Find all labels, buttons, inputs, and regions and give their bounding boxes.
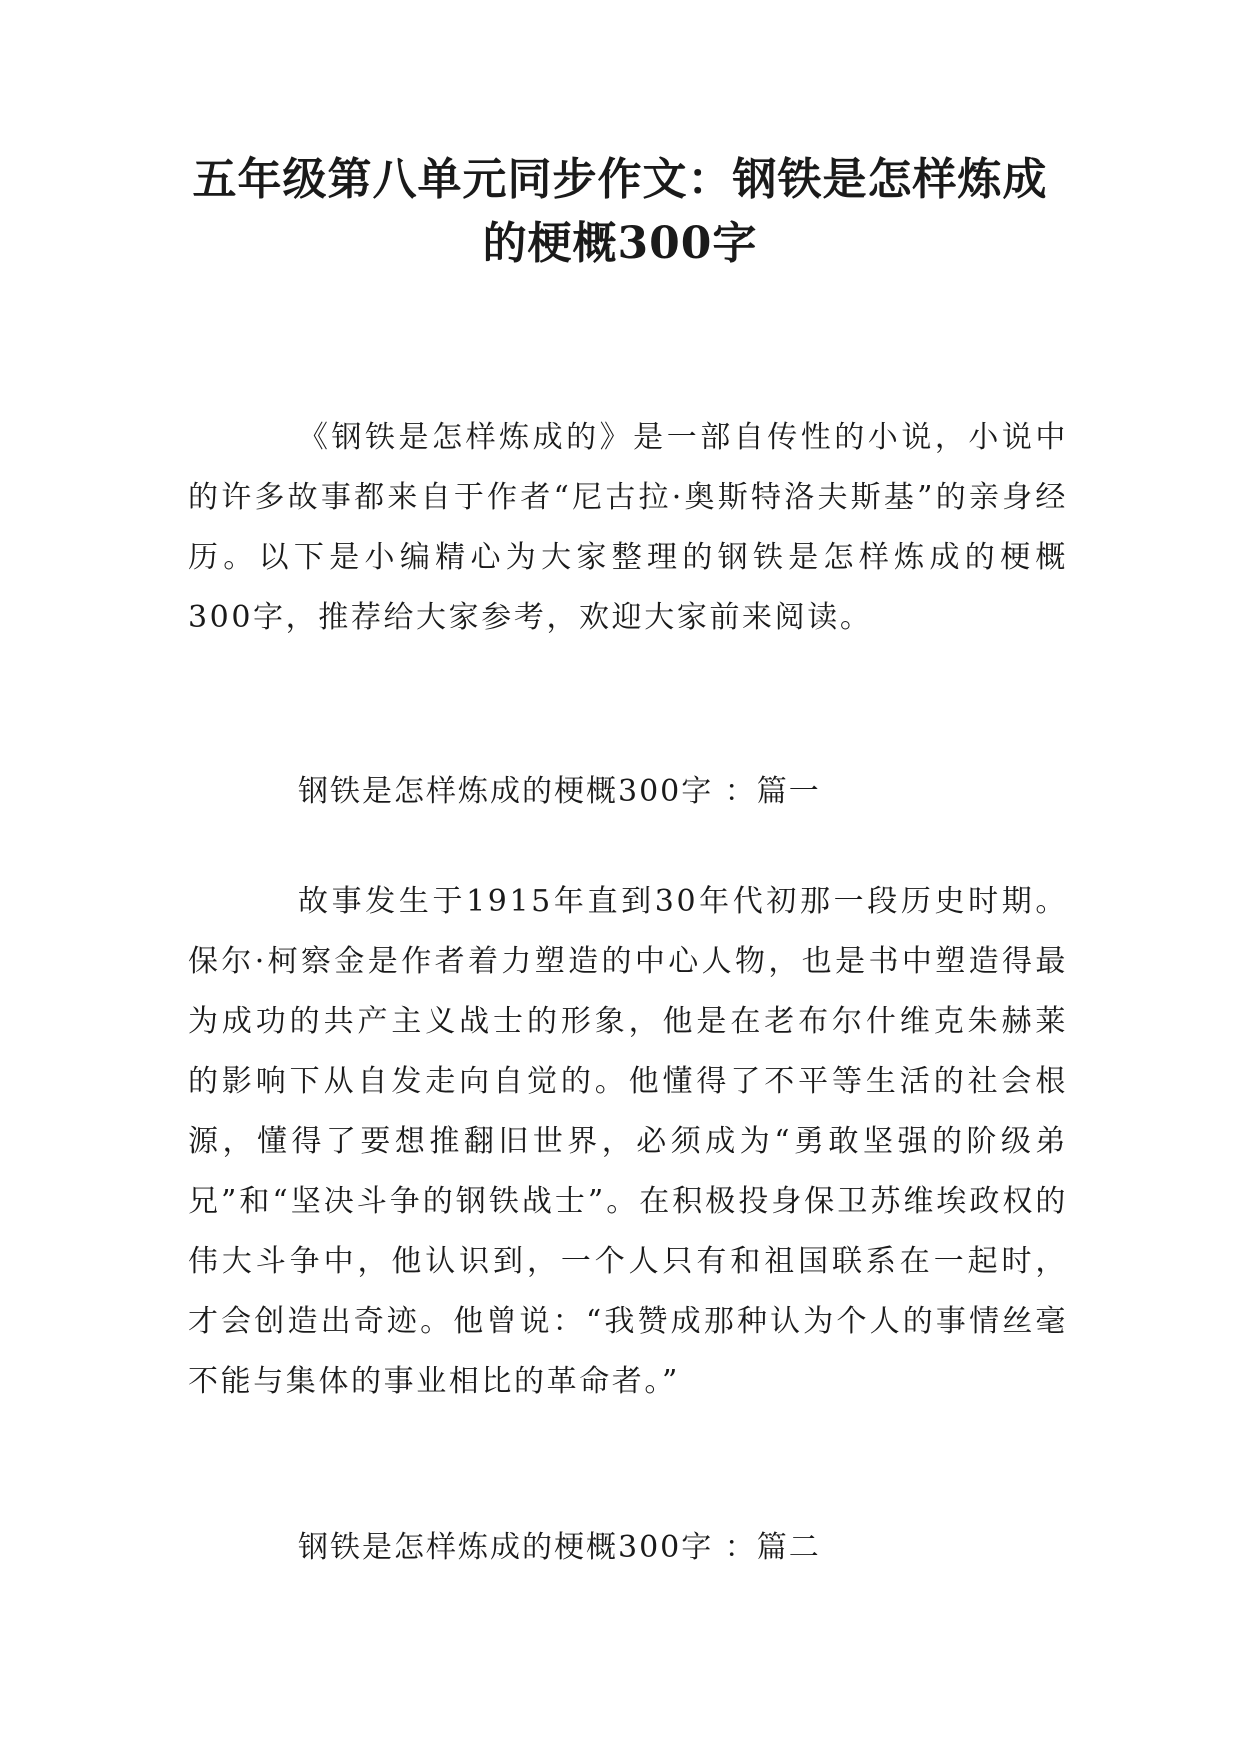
title-line-2: 的梗概300字 bbox=[482, 218, 758, 269]
section-body-1: 故事发生于1915年直到30年代初那一段历史时期。保尔·柯察金是作者着力塑造的中心人物，也是书中塑造得最为成功的共产主义战士的形象，他是在老布尔什维克朱赫莱的影响下从自发走向自觉的。他懂得了不平等生活的社会根源，懂得了要想推翻旧世界，必须成为“勇敢坚强的阶级弟兄”和“坚决斗争的钢铁战士”。在积极投身保卫苏维埃政权的伟大斗争中，他认识到，一个人只有和祖国联系在一起时，才会创造出奇迹。他曾说：“我赞成那种认为个人的事情丝毫不能与集体的事业相比的革命者。” bbox=[188, 884, 1068, 1399]
document-title bbox=[150, 148, 1090, 276]
intro-paragraph: 《钢铁是怎样炼成的》是一部自传性的小说，小说中的许多故事都来自于作者“尼古拉·奥斯特洛夫斯基”的亲身经历。以下是小编精心为大家整理的钢铁是怎样炼成的梗概300字，推荐给大家参考，欢迎大家前来阅读。 bbox=[188, 420, 1068, 635]
section-heading-2: 钢铁是怎样炼成的梗概300字 ：篇二 bbox=[298, 1530, 821, 1565]
section-heading-1: 钢铁是怎样炼成的梗概300字 ：篇一 bbox=[298, 774, 821, 809]
title-line-1: 五年级第八单元同步作文：钢铁是怎样炼成 bbox=[192, 154, 1048, 205]
